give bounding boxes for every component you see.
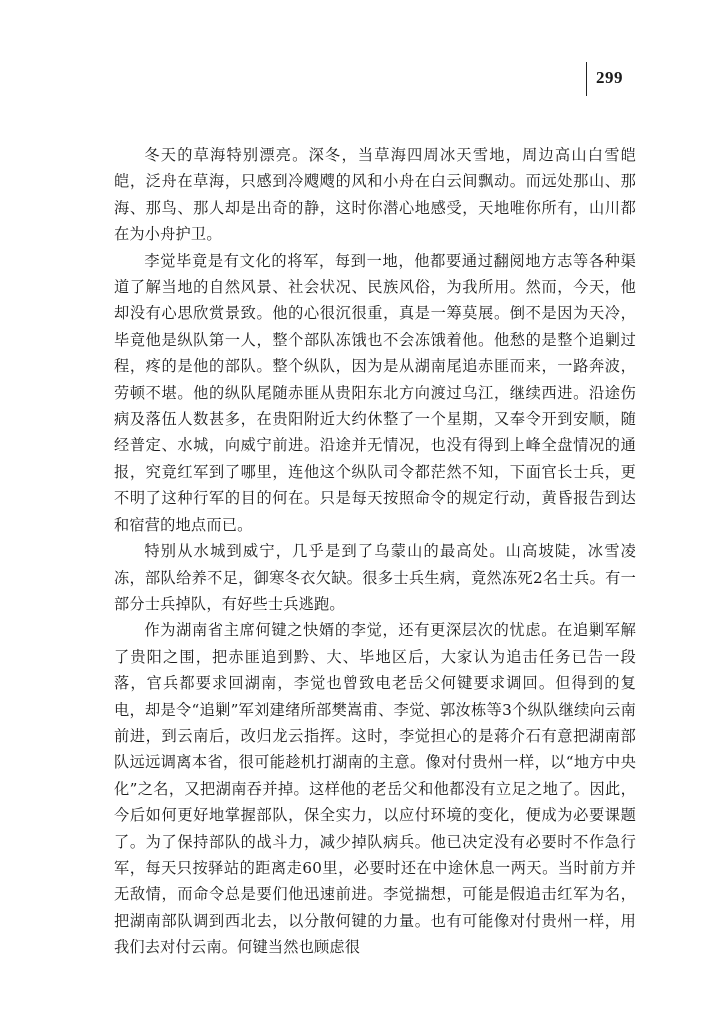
paragraph-2: 李觉毕竟是有文化的将军，每到一地，他都要通过翻阅地方志等各种渠道了解当地的自然风景、社会状况、民族风俗，为我所用。然而，今天，他却没有心思欣赏景致。他的心很沉很重，真是一筹莫展。倒不是因为天冷，毕竟他是纵队第一人，整个部队冻饿也不会冻饿着他。他愁的是整个追剿过程，疼的是他的部队。整个纵队，因为是从湖南尾追赤匪而来，一路奔波，劳顿不堪。他的纵队尾随赤匪从贵阳东北方向渡过乌江，继续西进。沿途伤病及落伍人数甚多，在贵阳附近大约休整了一个星期，又奉令开到安顺，随经普定、水城，向威宁前进。沿途并无情况，也没有得到上峰全盘情况的通报，究竟红军到了哪里，连他这个纵队司令都茫然不知，下面官长士兵，更不明了这种行军的目的何在。只是每天按照命令的规定行动，黄昏报告到达和宿营的地点而已。 <box>114 251 636 534</box>
paragraph-3: 特别从水城到威宁，几乎是到了乌蒙山的最高处。山高坡陡，冰雪凌冻，部队给养不足，御寒冬衣欠缺。很多士兵生病，竟然冻死2名士兵。有一部分士兵掉队，有好些士兵逃跑。 <box>114 542 636 613</box>
page-number: 299 <box>596 68 623 87</box>
body-text <box>114 142 636 961</box>
paragraph-4: 作为湖南省主席何键之快婿的李觉，还有更深层次的忧虑。在追剿军解了贵阳之围，把赤匪追到黔、大、毕地区后，大家认为追击任务已告一段落，官兵都要求回湖南，李觉也曾致电老岳父何键要求调回。但得到的复电，却是令“追剿”军刘建绪所部樊嵩甫、李觉、郭汝栋等3个纵队继续向云南前进，到云南后，改归龙云指挥。这时，李觉担心的是蒋介石有意把湖南部队远远调离本省，很可能趁机打湖南的主意。像对付贵州一样，以“地方中央化”之名，又把湖南吞并掉。这样他的老岳父和他都没有立足之地了。因此，今后如何更好地掌握部队，保全实力，以应付环境的变化，便成为必要课题了。为了保持部队的战斗力，减少掉队病兵。他已决定没有必要时不作急行军，每天只按驿站的距离走60里，必要时还在中途休息一两天。当时前方并无敌情，而命令总是要们他迅速前进。李觉揣想，可能是假追击红军为名，把湖南部队调到西北去，以分散何键的力量。也有可能像对付贵州一样，用我们去对付云南。何键当然也顾虑很 <box>114 621 636 957</box>
header-rule <box>586 62 587 96</box>
paragraph-1: 冬天的草海特别漂亮。深冬，当草海四周冰天雪地，周边高山白雪皑皑，泛舟在草海，只感到冷飕飕的风和小舟在白云间飘动。而远处那山、那海、那鸟、那人却是出奇的静，这时你潜心地感受，天地唯你所有，山川都在为小舟护卫。 <box>114 146 636 244</box>
page-header <box>586 62 676 96</box>
